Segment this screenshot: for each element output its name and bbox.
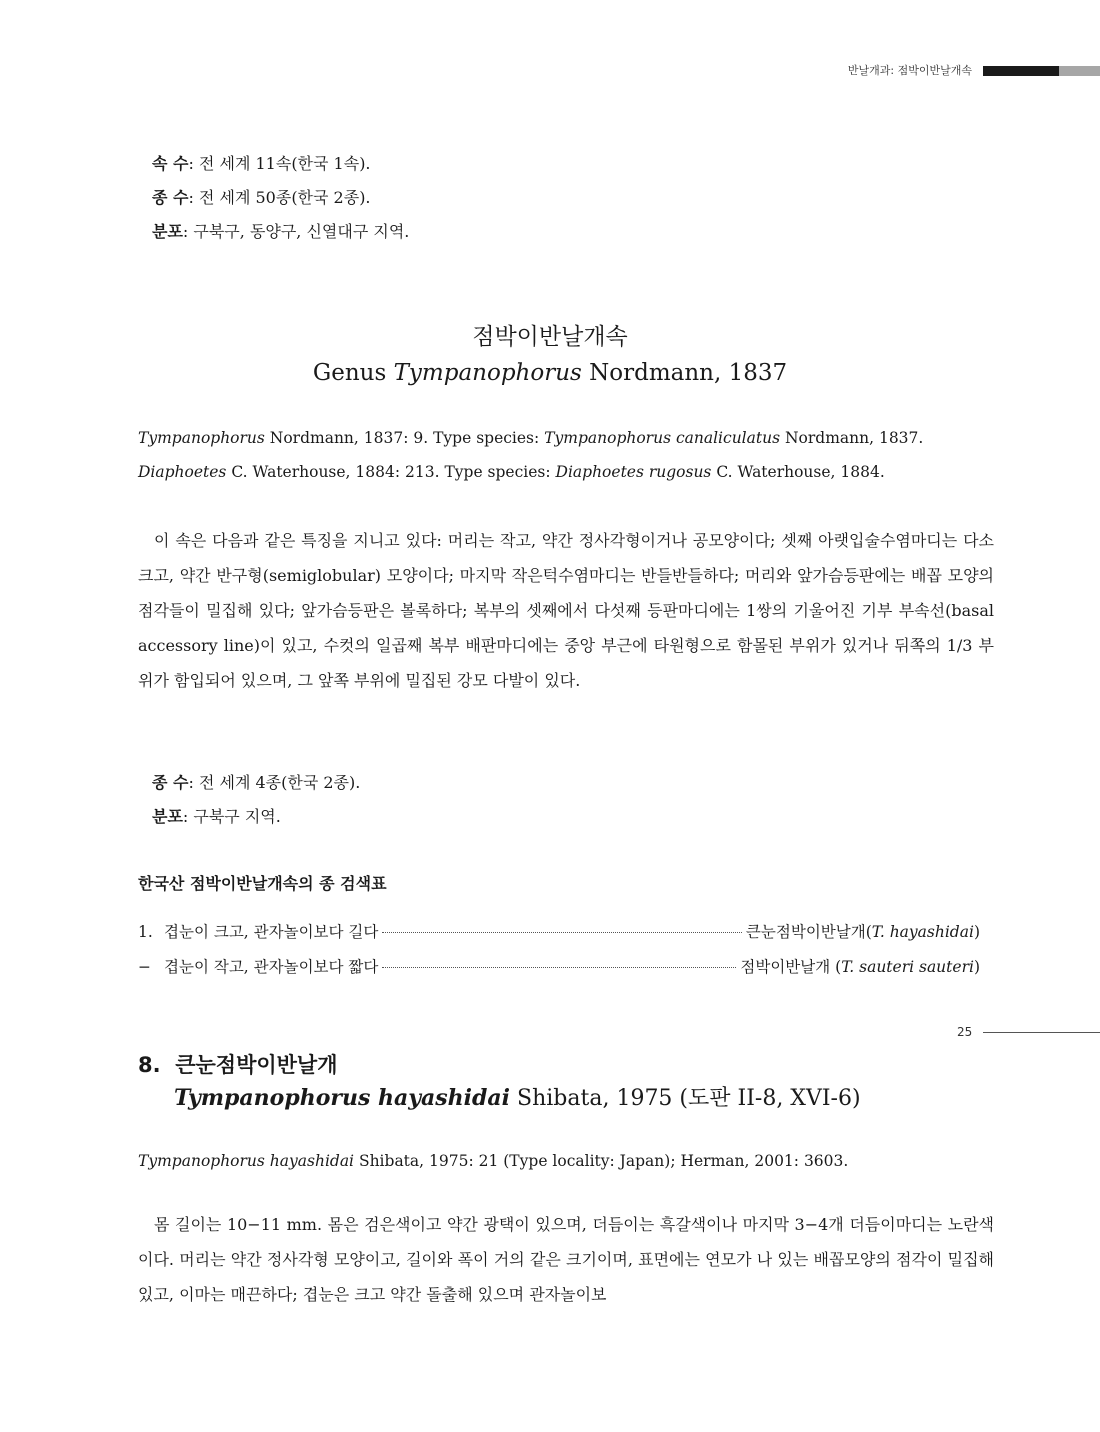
meta-value: : 구북구, 동양구, 신열대구 지역. bbox=[182, 222, 410, 241]
family-genera-count bbox=[152, 154, 371, 174]
species-heading bbox=[138, 1050, 338, 1080]
meta-value: : 전 세계 50종(한국 2종). bbox=[188, 188, 371, 207]
key-row-result: 점박이반날개 (T. sauteri sauteri) bbox=[740, 958, 980, 976]
genus-species-count bbox=[152, 773, 360, 793]
folio-rule bbox=[983, 1032, 1100, 1033]
key-row-result: 큰눈점박이반날개(T. hayashidai) bbox=[745, 923, 980, 941]
species-description-text: 몸 길이는 10−11 mm. 몸은 검은색이고 약간 광택이 있으며, 더듬이는 흑갈색이나 마지막 3−4개 더듬이마디는 노란색이다. 머리는 약간 정사각형 모양이고, 길이와 폭이 거의 같은 크기이며, 표면에는 연모가 나 있는 배꼽모양의 점각이 밀집해 있고, 이마는 매끈하다; 겹눈은 크고 약간 돌출해 있으며 관자놀이보 bbox=[138, 1215, 994, 1304]
genus-description-text: 이 속은 다음과 같은 특징을 지니고 있다: 머리는 작고, 약간 정사각형이거나 공모양이다; 셋째 아랫입술수염마디는 다소 크고, 약간 반구형(semiglobular) 모양이다; 마지막 작은턱수염마디는 반들반들하다; 머리와 앞가슴등판에는 배꼽 모양의 점각들이 밀집해 있다; 앞가슴등판은 볼록하다; 복부의 셋째에서 다섯째 등판마디에는 1쌍의 기울어진 기부 부속선(basal accessory line)이 있고, 수컷의 일곱째 복부 배판마디에는 중앙 부근에 타원형으로 함몰된 부위가 있거나 뒤쪽의 1/3 부위가 함입되어 있으며, 그 앞쪽 부위에 밀집된 강모 다발이 있다. bbox=[138, 531, 994, 690]
species-plates: (도판 II-8, XVI-6) bbox=[672, 1086, 861, 1111]
key-row-number: 1. bbox=[138, 923, 153, 941]
meta-value: : 전 세계 11속(한국 1속). bbox=[188, 154, 371, 173]
header-bar-dark bbox=[983, 66, 1059, 76]
synonym-line: Tympanophorus Nordmann, 1837: 9. Type species: Tympanophorus canaliculatus Nordmann, 1837. bbox=[138, 429, 924, 447]
genus-distribution bbox=[152, 807, 281, 827]
genus-description bbox=[138, 523, 994, 698]
key-row bbox=[138, 956, 980, 978]
genus-title-latin: Genus Tympanophorus Nordmann, 1837 bbox=[312, 360, 788, 386]
species-scientific-name: Tympanophorus hayashidai bbox=[174, 1085, 511, 1111]
key-row-leader-dots bbox=[382, 932, 742, 933]
species-description bbox=[138, 1207, 994, 1312]
key-row-number: − bbox=[138, 958, 151, 976]
key-row-lead: 겹눈이 작고, 관자놀이보다 짧다 bbox=[164, 958, 379, 976]
key-row-lead: 겹눈이 크고, 관자놀이보다 길다 bbox=[164, 923, 379, 941]
species-scientific-heading bbox=[174, 1083, 861, 1114]
genus-name: Tympanophorus bbox=[393, 360, 582, 386]
meta-label: 종 수 bbox=[152, 773, 189, 792]
page-number: 25 bbox=[957, 1025, 973, 1039]
key-row bbox=[138, 921, 980, 943]
meta-label: 분포 bbox=[152, 222, 183, 241]
running-header bbox=[780, 64, 1100, 78]
genus-title-korean: 점박이반날개속 bbox=[472, 324, 628, 350]
species-citation: Tympanophorus hayashidai Shibata, 1975: 21 (Type locality: Japan); Herman, 2001: 3603. bbox=[138, 1152, 849, 1170]
species-number: 8. bbox=[138, 1053, 161, 1077]
synonym-line: Diaphoetes C. Waterhouse, 1884: 213. Type species: Diaphoetes rugosus C. Waterhouse, 1884. bbox=[138, 463, 885, 481]
species-name-korean: 큰눈점박이반날개 bbox=[175, 1053, 338, 1077]
key-row-leader-dots bbox=[382, 967, 736, 968]
meta-label: 종 수 bbox=[152, 188, 189, 207]
species-author: Shibata, 1975 bbox=[510, 1086, 673, 1111]
meta-value: : 전 세계 4종(한국 2종). bbox=[188, 773, 361, 792]
meta-label: 분포 bbox=[152, 807, 183, 826]
family-distribution bbox=[152, 222, 409, 242]
family-species-count bbox=[152, 188, 371, 208]
key-heading: 한국산 점박이반날개속의 종 검색표 bbox=[138, 874, 387, 893]
header-bar-grey bbox=[1059, 66, 1100, 76]
running-header-text: 반날개과: 점박이반날개속 bbox=[847, 64, 972, 77]
page-folio bbox=[957, 1024, 1100, 1040]
meta-label: 속 수 bbox=[152, 154, 189, 173]
meta-value: : 구북구 지역. bbox=[182, 807, 281, 826]
